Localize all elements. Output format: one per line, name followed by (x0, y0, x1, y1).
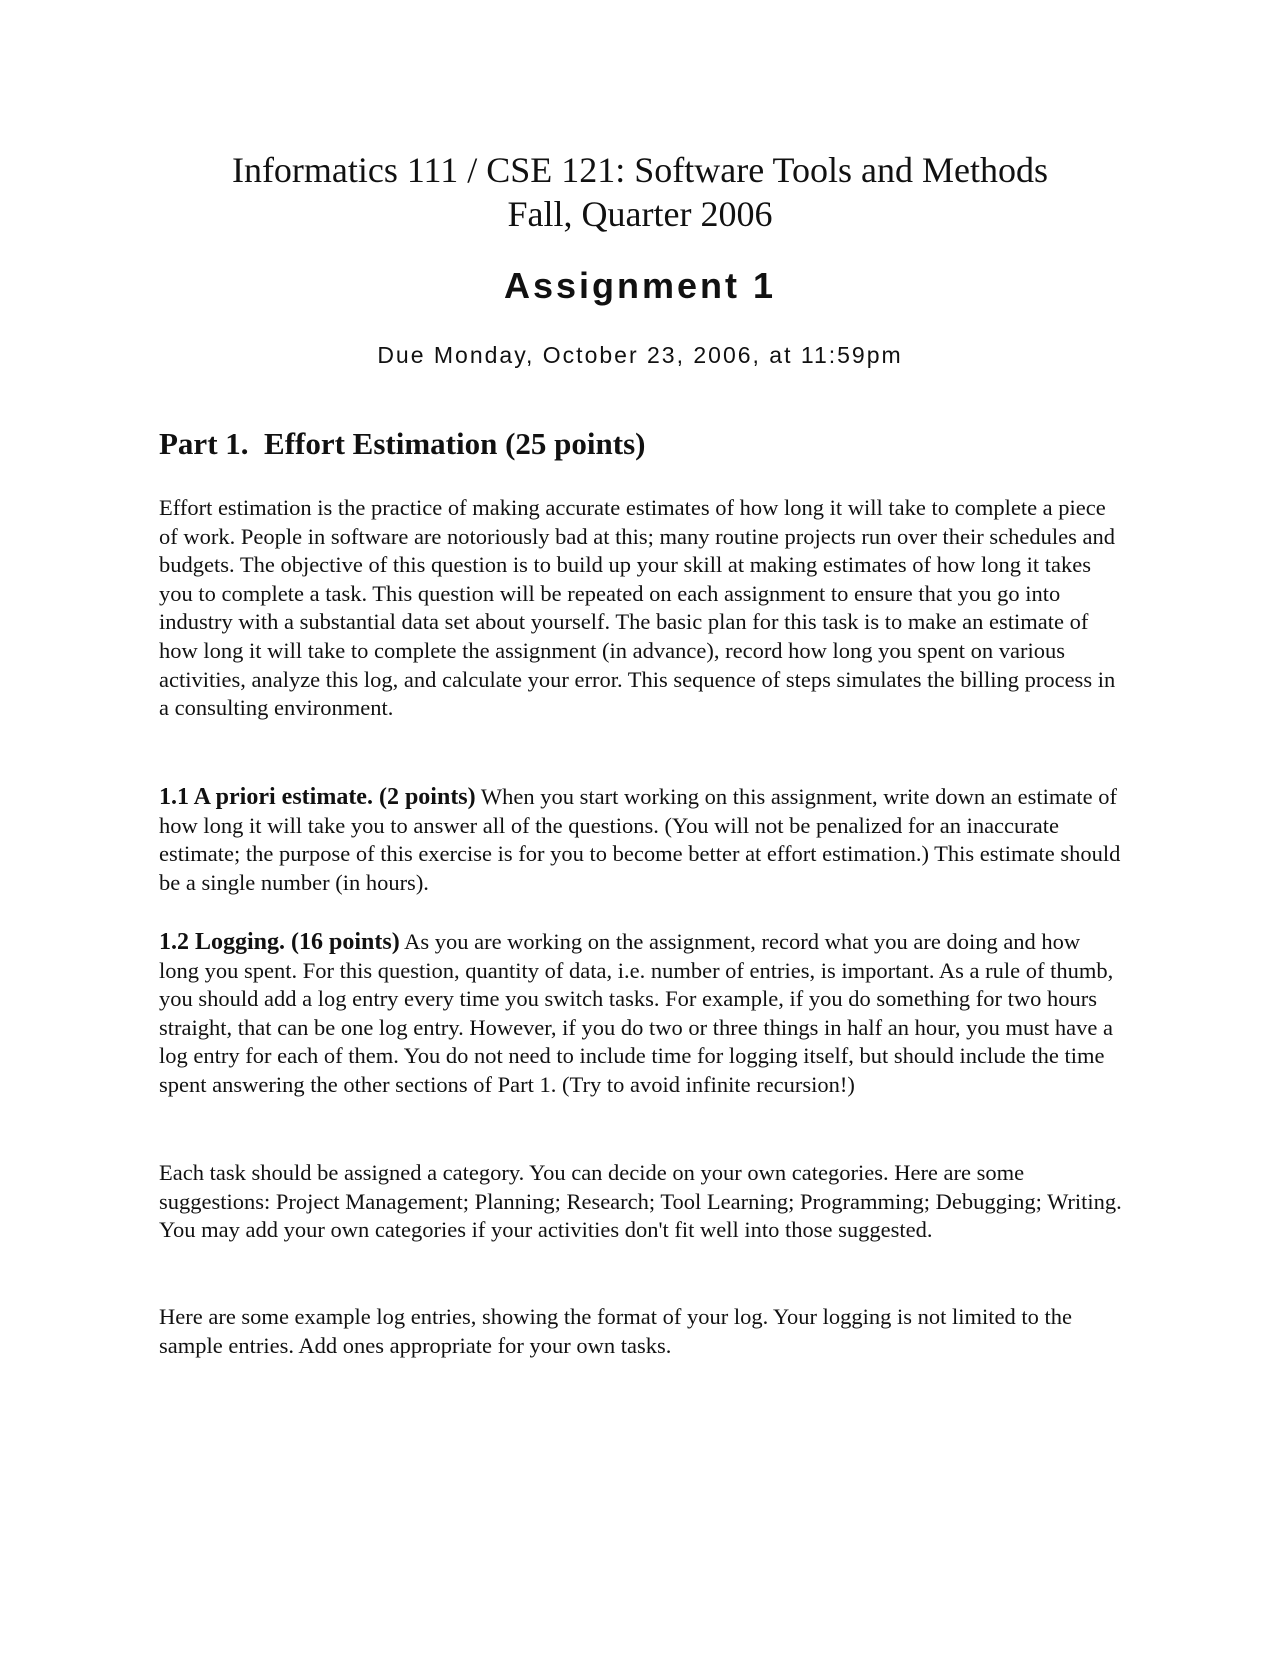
section-1-1-text: When you start working on this assignment, write down an estimate of how long it will take you to answer all of the questions. (You will not be penalized for an inaccurate estimate; the purpose of this exercise is for you to become better at effort estimation.) This estimate should be a single number (in hours). (159, 784, 1121, 895)
intro-paragraph: Effort estimation is the practice of making accurate estimates of how long it will take to complete a piece of work. People in software are notoriously bad at this; many routine projects run over their schedules and budgets. The objective of this question is to build up your skill at making estimates of how long it takes you to complete a task. This question will be repeated on each assignment to ensure that you go into industry with a substantial data set about yourself. The basic plan for this task is to make an estimate of how long it will take to complete the assignment (in advance), record how long you spent on various activities, analyze this log, and calculate your error. This sequence of steps simulates the billing process in a consulting environment. (159, 495, 1116, 721)
section-1-2-paragraph (159, 928, 1125, 1100)
due-date: Due Monday, October 23, 2006, at 11:59pm (377, 342, 903, 368)
section-1-1-paragraph (159, 783, 1125, 897)
assignment-title: Assignment 1 (503, 265, 777, 306)
course-title (0, 148, 1280, 236)
part-1-heading: Part 1. Effort Estimation (25 points) (159, 426, 646, 461)
course-name: Informatics 111 / CSE 121: Software Tools and Methods (231, 150, 1049, 190)
examples-paragraph: Here are some example log entries, showing the format of your log. Your logging is not limited to the sample entries. Add ones appropriate for your own tasks. (159, 1304, 1072, 1358)
section-1-2-text: As you are working on the assignment, record what you are doing and how long you spent. For this question, quantity of data, i.e. number of entries, is important. As a rule of thumb, you should add a log entry every time you switch tasks. For example, if you do something for two hours straight, that can be one log entry. However, if you do two or three things in half an hour, you must have a log entry for each of them. You do not need to include time for logging itself, but should include the time spent answering the other sections of Part 1. (Try to avoid infinite recursion!) (159, 929, 1114, 1097)
section-1-2-label: 1.2 Logging. (16 points) (159, 929, 400, 955)
categories-paragraph: Each task should be assigned a category. You can decide on your own categories. Here are some suggestions: Project Management; Planning; Research; Tool Learning; Programming; Debugging; Writing. You may add your own categories if your activities don't fit well into those suggested. (159, 1160, 1122, 1243)
course-term: Fall, Quarter 2006 (507, 194, 773, 234)
section-1-1-label: 1.1 A priori estimate. (2 points) (159, 784, 476, 810)
